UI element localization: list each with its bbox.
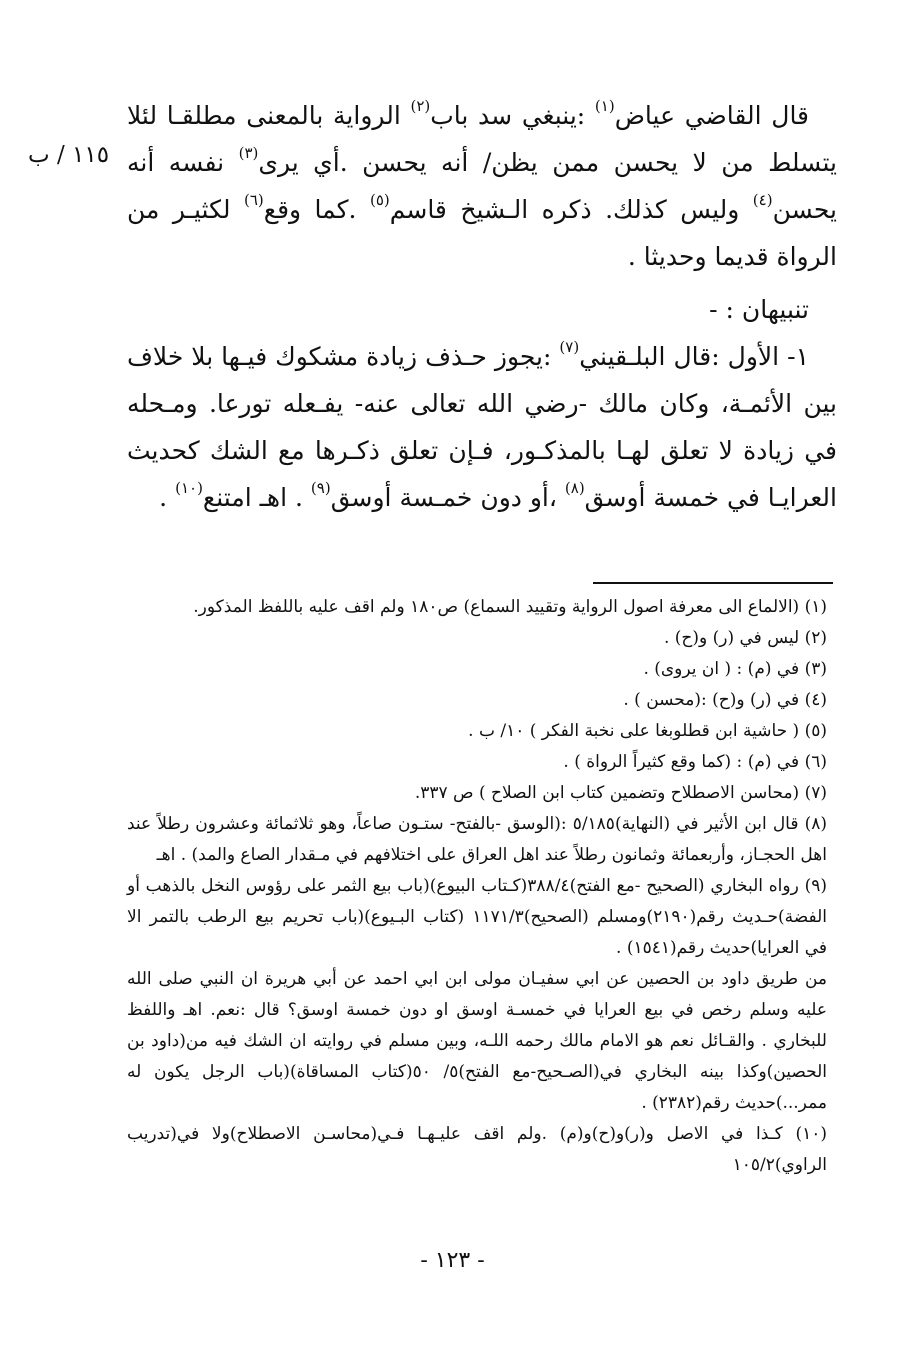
paragraph-first-note: ١- الأول :قال البلـقيني$^{(٧)}$ :يجوز حـذف زيادة مشكوك فيـها بلا خلاف بين الأئمـة، وكان مالك -رضي الله تعالى عنه- يفـعله تورعا. ومـحله في زيادة لا تعلق لهـا بالمذكـور، فـإن تعلق ذكـرها مع الشك كحديث العرايـا في خمسة أوسق$^{(٨)}$ ،أو دون خمـسة أوسق$^{(٩)}$ . اهـ امتنع$^{(١٠)}$ . [127,337,837,512]
footnote-ref-9: (٩) [310,478,331,497]
footnote-ref-6: (٦) [243,190,264,209]
footnote-2: (٢) ليس في (ر) و(ح) . [663,628,827,648]
margin-folio-note: ١١٥ / ب [28,142,110,168]
footnote-3: (٣) في (م) : ( ان يروى) . [643,659,827,679]
footnote-ref-2: (٢) [410,96,431,115]
footnote-4: (٤) في (ر) و(ح) :(محسن ) . [623,690,827,710]
footnote-ref-4: (٤) [752,190,773,209]
footnotes [127,592,827,1181]
section-heading: تنبيهان : - [709,295,809,324]
footnote-1: (١) (الالماع الى معرفة اصول الرواية وتقييد السماع) ص١٨٠ ولم اقف عليه باللفظ المذكور. [193,597,827,617]
footnote-separator [593,582,833,584]
footnote-ref-3: (٣) [238,143,259,162]
footnote-8: (٨) قال ابن الأثير في (النهاية)٥/١٨٥ :(الوسق -بالفتح- ستـون صاعاً، وهو ثلاثمائة وعشرون رطلاً عند اهل الحجـاز، وأربعمائة وثمانون رطلاً عند اهل العراق على اختلافهم في مـقدار الصاع والمد) . اهـ [127,814,827,865]
footnote-6: (٦) في (م) : (كما وقع كثيراً الرواة ) . [563,752,827,772]
footnote-9-continued: من طريق داود بن الحصين عن ابي سفيـان مولى ابن ابي احمد عن أبي هريرة ان النبي صلى الله عليه وسلم رخص في بيع العرايا في خمسـة اوسق او دون خمسة اوسق؟ قال :نعم. اهـ واللفظ للبخاري . والقـائل نعم هو الامام مالك رحمه اللـه، وبين مسلم في روايته ان الشك فيه من(داود بن الحصين)وكذا بينه البخاري في(الصـحيح-مع الفتح)٥/ ٥٠(كتاب المساقاة)(باب الرجل يكون له ممر...)حديث رقم(٢٣٨٢) . [127,969,827,1113]
page-number: - ١٢٣ - [420,1248,485,1273]
main-text [127,92,837,521]
footnote-7: (٧) (محاسن الاصطلاح وتضمين كتاب ابن الصلاح ) ص ٣٣٧. [414,783,827,803]
footnote-ref-10: (١٠) [175,478,203,497]
footnote-ref-8: (٨) [564,478,585,497]
footnote-ref-5: (٥) [369,190,390,209]
footnote-ref-1: (١) [594,96,615,115]
footnote-10: (١٠) كـذا في الاصل و(ر)و(ح)و(م) .ولم اقف عليـهـا فـي(محاسـن الاصطلاح)ولا في(تدريب الراوي)١٠٥/٢ [127,1124,827,1175]
footnote-9: (٩) رواه البخاري (الصحيح -مع الفتح)٣٨٨/٤(كـتاب البيوع)(باب بيع الثمر على رؤوس النخل بالذهب أو الفضة)حـديث رقم(٢١٩٠)ومسلم (الصحيح)١١٧١/٣ (كتاب البـيوع)(باب تحريم بيع الرطب بالتمر الا في العرايا)حديث رقم(١٥٤١) . [127,876,827,958]
paragraph-qadi-iyad: قال القاضي عياض$^{(١)}$ :ينبغي سد باب$^{(٢)}$ الرواية بالمعنى مطلقـا لئلا يتسلط من لا يحسن ممن يظن/ أنه يحسن .أي يرى$^{(٣)}$ نفسه أنه يحسن$^{(٤)}$ وليس كذلك. ذكره الـشيخ قاسم$^{(٥)}$ .كما وقع$^{(٦)}$ لكثيـر من الرواة قديما وحديثا . [127,96,837,271]
footnote-ref-7: (٧) [559,337,580,356]
footnote-5: (٥) ( حاشية ابن قطلوبغا على نخبة الفكر ) ١٠/ ب . [468,721,827,741]
